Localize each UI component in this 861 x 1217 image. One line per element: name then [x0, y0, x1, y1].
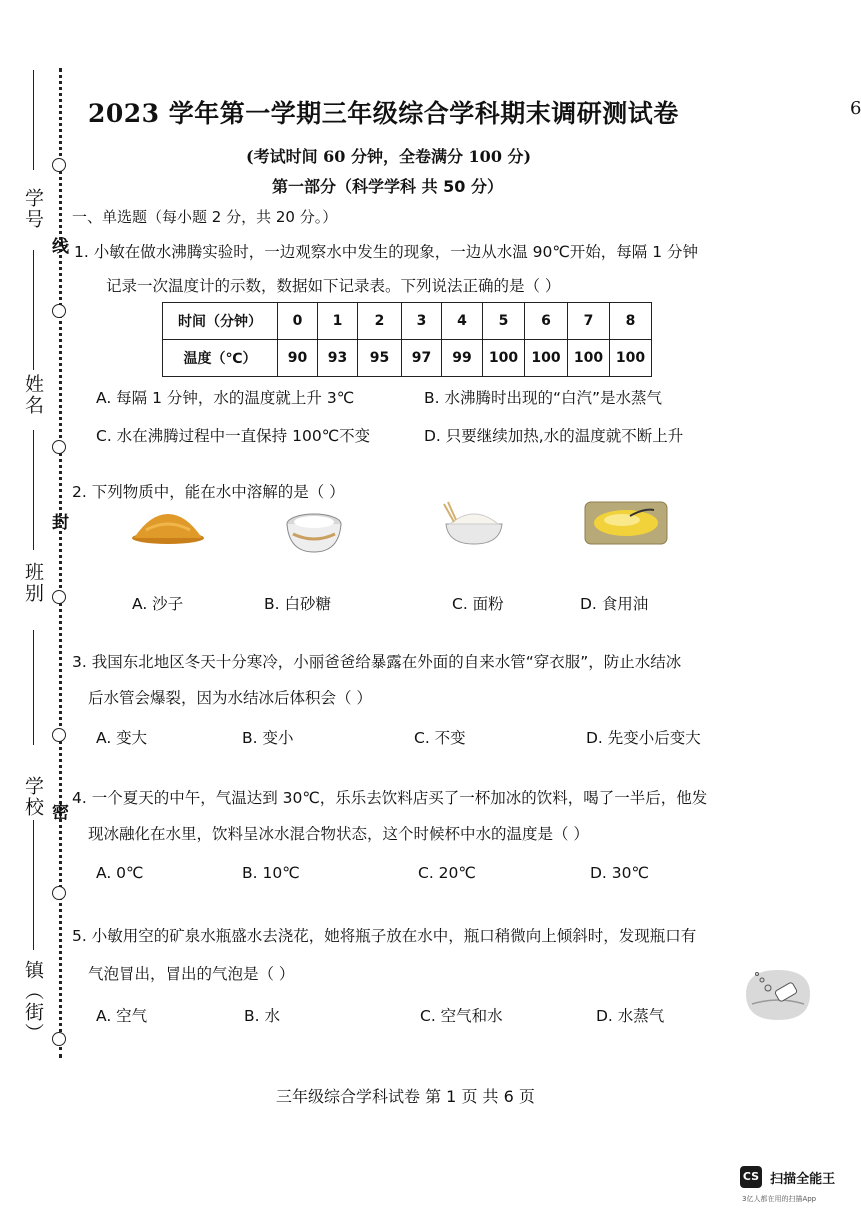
q4-option-c[interactable]: C. 20℃ — [418, 864, 476, 882]
bottle-in-water-image — [742, 966, 814, 1024]
binding-dotted-line — [59, 68, 62, 1058]
binding-hole — [52, 886, 66, 900]
binding-hole — [52, 1032, 66, 1046]
q5-stem-line2: 气泡冒出，冒出的气泡是（ ） — [88, 965, 295, 983]
exam-info: (考试时间 60 分钟，全卷满分 100 分) — [246, 147, 532, 166]
scanner-name: 扫描全能王 — [770, 1171, 836, 1187]
sand-image — [130, 508, 206, 546]
flour-bowl-image — [440, 500, 504, 546]
margin-label-student-id: 学号 — [22, 188, 44, 230]
q1-data-table — [162, 302, 652, 377]
q3-stem-line1: 3. 我国东北地区冬天十分寒冷，小丽爸爸给暴露在外面的自来水管“穿衣服”，防止水结冰 — [72, 653, 682, 671]
page-footer: 三年级综合学科试卷 第 1 页 共 6 页 — [276, 1087, 535, 1106]
corner-number: 6 — [850, 98, 861, 119]
margin-label-school: 学校 — [22, 776, 44, 818]
table-cell: 8 — [610, 303, 652, 340]
scanner-tagline: 3亿人都在用的扫描App — [742, 1195, 817, 1203]
part-title: 第一部分（科学学科 共 50 分） — [272, 177, 503, 196]
fill-line-class[interactable] — [33, 430, 34, 550]
margin-label-name: 姓名 — [22, 374, 44, 416]
q4-stem-line1: 4. 一个夏天的中午，气温达到 30℃，乐乐去饮料店买了一杯加冰的饮料，喝了一半后，他发 — [72, 789, 708, 807]
section-title: 一、单选题（每小题 2 分，共 20 分。） — [72, 208, 338, 226]
binding-hole — [52, 304, 66, 318]
q4-stem-line2: 现冰融化在水里，饮料呈冰水混合物状态，这个时候杯中水的温度是（ ） — [88, 825, 589, 843]
table-row-temperature — [163, 340, 652, 377]
q2-stem: 2. 下列物质中，能在水中溶解的是（ ） — [72, 483, 345, 501]
binding-hole — [52, 728, 66, 742]
q1-stem-line1: 1. 小敏在做水沸腾实验时，一边观察水中发生的现象，一边从水温 90℃开始，每隔 1 分钟 — [74, 243, 698, 261]
table-cell: 100 — [610, 340, 652, 377]
table-cell: 97 — [402, 340, 442, 377]
table-cell: 99 — [442, 340, 483, 377]
binding-hole — [52, 158, 66, 172]
q1-option-a[interactable]: A. 每隔 1 分钟，水的温度就上升 3℃ — [96, 389, 355, 407]
binding-hole — [52, 590, 66, 604]
table-cell: 6 — [525, 303, 568, 340]
fill-line-school[interactable] — [33, 630, 34, 745]
table-header-temperature: 温度（℃） — [163, 340, 278, 377]
table-row-time — [163, 303, 652, 340]
fill-line-student-id[interactable] — [33, 70, 34, 170]
table-cell: 4 — [442, 303, 483, 340]
scanner-watermark — [740, 1166, 835, 1188]
table-cell: 95 — [358, 340, 402, 377]
q1-option-d[interactable]: D. 只要继续加热,水的温度就不断上升 — [424, 427, 684, 445]
cut-mark-line: 线 — [52, 237, 69, 257]
q5-stem-line1: 5. 小敏用空的矿泉水瓶盛水去浇花，她将瓶子放在水中，瓶口稍微向上倾斜时，发现瓶口有 — [72, 927, 697, 945]
table-cell: 0 — [278, 303, 318, 340]
scanner-logo-icon: CS — [740, 1166, 762, 1188]
table-cell: 1 — [318, 303, 358, 340]
q5-option-d[interactable]: D. 水蒸气 — [596, 1007, 665, 1025]
sugar-bowl-image — [285, 508, 343, 556]
q1-option-b[interactable]: B. 水沸腾时出现的“白汽”是水蒸气 — [424, 389, 663, 407]
q2-option-d[interactable]: D. 食用油 — [580, 595, 649, 613]
cut-mark-seal: 封 — [52, 513, 69, 533]
table-header-time: 时间（分钟） — [163, 303, 278, 340]
table-cell: 100 — [525, 340, 568, 377]
q5-option-c[interactable]: C. 空气和水 — [420, 1007, 503, 1025]
fill-line-name[interactable] — [33, 250, 34, 370]
cooking-oil-image — [584, 500, 668, 546]
q3-option-c[interactable]: C. 不变 — [414, 729, 466, 747]
q1-option-c[interactable]: C. 水在沸腾过程中一直保持 100℃不变 — [96, 427, 371, 445]
q3-option-d[interactable]: D. 先变小后变大 — [586, 729, 701, 747]
cut-mark-secret: 密 — [52, 803, 69, 823]
table-cell: 5 — [483, 303, 525, 340]
q4-option-d[interactable]: D. 30℃ — [590, 864, 649, 882]
q5-option-a[interactable]: A. 空气 — [96, 1007, 148, 1025]
table-cell: 2 — [358, 303, 402, 340]
margin-label-town: 镇（街） — [22, 960, 44, 1044]
q2-option-c[interactable]: C. 面粉 — [452, 595, 504, 613]
table-cell: 7 — [568, 303, 610, 340]
table-cell: 100 — [483, 340, 525, 377]
q2-option-b[interactable]: B. 白砂糖 — [264, 595, 331, 613]
binding-hole — [52, 440, 66, 454]
q3-stem-line2: 后水管会爆裂，因为水结冰后体积会（ ） — [88, 689, 372, 707]
margin-label-class: 班别 — [22, 562, 44, 604]
fill-line-town[interactable] — [33, 820, 34, 950]
q2-option-a[interactable]: A. 沙子 — [132, 595, 184, 613]
exam-title: 2023 学年第一学期三年级综合学科期末调研测试卷 — [88, 99, 679, 128]
table-cell: 100 — [568, 340, 610, 377]
table-cell: 3 — [402, 303, 442, 340]
table-cell: 93 — [318, 340, 358, 377]
q5-option-b[interactable]: B. 水 — [244, 1007, 280, 1025]
table-cell: 90 — [278, 340, 318, 377]
q3-option-b[interactable]: B. 变小 — [242, 729, 294, 747]
q4-option-a[interactable]: A. 0℃ — [96, 864, 144, 882]
q1-stem-line2: 记录一次温度计的示数，数据如下记录表。下列说法正确的是（ ） — [106, 277, 561, 295]
q3-option-a[interactable]: A. 变大 — [96, 729, 148, 747]
q4-option-b[interactable]: B. 10℃ — [242, 864, 300, 882]
